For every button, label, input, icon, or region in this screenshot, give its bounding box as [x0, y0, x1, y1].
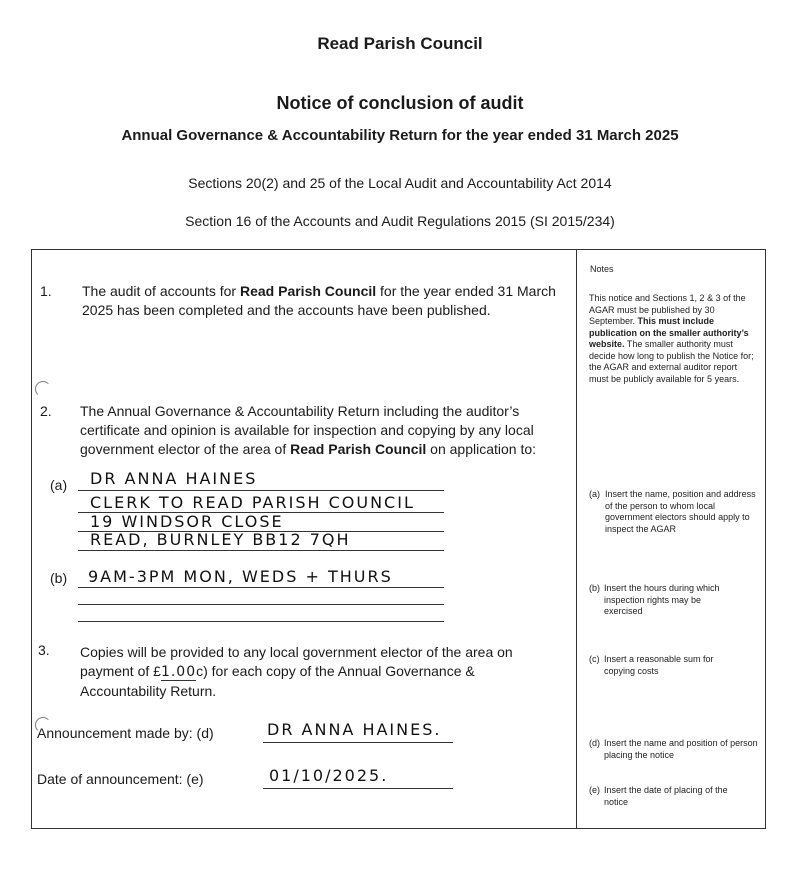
- field-a-underline: [78, 550, 444, 551]
- announcement-date-value: 01/10/2025.: [269, 766, 389, 785]
- punch-mark: [35, 381, 51, 397]
- item-3-number: 3.: [38, 642, 50, 658]
- item-3-line3: Accountability Return.: [80, 683, 217, 699]
- legislation-ref-1: Sections 20(2) and 25 of the Local Audit and Accountability Act 2014: [188, 175, 612, 191]
- announcement-date-label: Date of announcement: (e): [37, 771, 204, 787]
- field-b-underline: [78, 587, 444, 588]
- note-a-label: (a): [589, 489, 600, 499]
- contact-position-value: CLERK TO READ PARISH COUNCIL: [90, 493, 415, 512]
- item-1-text-line2: 2025 has been completed and the accounts have been published.: [82, 302, 491, 318]
- announcement-made-by-value: DR ANNA HAINES.: [267, 720, 442, 739]
- contact-name-value: DR ANNA HAINES: [90, 469, 258, 488]
- item-2-line3-pre: government elector of the area of: [80, 441, 291, 457]
- notes-main-pre: This notice and Sections 1, 2 & 3 of the AGAR must be published by 30 September.: [589, 293, 746, 326]
- inspection-hours-value: 9AM-3PM MON, WEDS + THURS: [88, 567, 393, 586]
- notes-main-text: [589, 293, 754, 385]
- note-d-label: (d): [589, 738, 600, 748]
- council-heading: Read Parish Council: [317, 34, 483, 53]
- contact-town-postcode-value: READ, BURNLEY BB12 7QH: [90, 530, 351, 549]
- notes-heading: Notes: [590, 264, 614, 274]
- legislation-ref-2: Section 16 of the Accounts and Audit Regulations 2015 (SI 2015/234): [185, 213, 615, 229]
- item-1-text: [82, 282, 574, 320]
- note-e-text: Insert the date of placing of the notice: [604, 785, 728, 807]
- item-1-council-name: Read Parish Council: [239, 283, 377, 299]
- field-a-label: (a): [50, 477, 68, 493]
- notes-main-bold: This must include publication on the smaller authority’s website.: [589, 316, 749, 349]
- note-b-label: (b): [589, 583, 600, 593]
- made-by-underline: [263, 742, 453, 743]
- item-2-line3-post: on application to:: [426, 441, 537, 457]
- field-b-underline: [78, 621, 444, 622]
- field-b-underline: [78, 604, 444, 605]
- field-a-underline: [78, 490, 444, 491]
- item-2-line2: certificate and opinion is available for inspection and copying by any local: [80, 422, 534, 438]
- item-1-text-post: for the year ended 31 March: [376, 283, 556, 299]
- item-3-line2-pre: payment of £: [80, 663, 161, 679]
- note-c-text: Insert a reasonable sum for copying costs: [604, 654, 714, 676]
- date-underline: [263, 788, 453, 789]
- note-d-text: Insert the name and position of person placing the notice: [604, 738, 758, 760]
- note-a-text: Insert the name, position and address of the person to whom local government electors should apply to inspect the AGAR: [605, 489, 756, 534]
- item-2-number: 2.: [40, 403, 52, 419]
- item-1-number: 1.: [40, 283, 52, 299]
- agar-subtitle: Annual Governance & Accountability Return for the year ended 31 March 2025: [121, 127, 679, 144]
- copy-fee-value: 1.00: [160, 664, 197, 680]
- page-title: Notice of conclusion of audit: [276, 93, 524, 113]
- field-b-label: (b): [50, 570, 68, 586]
- note-b-text: Insert the hours during which inspection rights may be exercised: [604, 583, 720, 616]
- item-1-text-pre: The audit of accounts for: [82, 283, 240, 299]
- item-3-line2-post: c) for each copy of the Annual Governance &: [196, 663, 475, 679]
- notes-column-divider: [576, 249, 577, 829]
- note-e-label: (e): [589, 785, 600, 795]
- item-3-line1: Copies will be provided to any local government elector of the area on: [80, 644, 513, 660]
- note-c-label: (c): [589, 654, 600, 664]
- item-2-text: [80, 402, 574, 459]
- item-2-line1: The Annual Governance & Accountability Return including the auditor’s: [80, 403, 520, 419]
- item-3-text: [80, 643, 574, 701]
- item-2-council-name: Read Parish Council: [290, 441, 427, 457]
- announcement-made-by-label: Announcement made by: (d): [37, 725, 214, 741]
- notes-main-post: The smaller authority must decide how long to publish the Notice for; the AGAR and external auditor report must be publicly available for 5 years.: [589, 339, 754, 384]
- contact-address-value: 19 WINDSOR CLOSE: [90, 512, 284, 531]
